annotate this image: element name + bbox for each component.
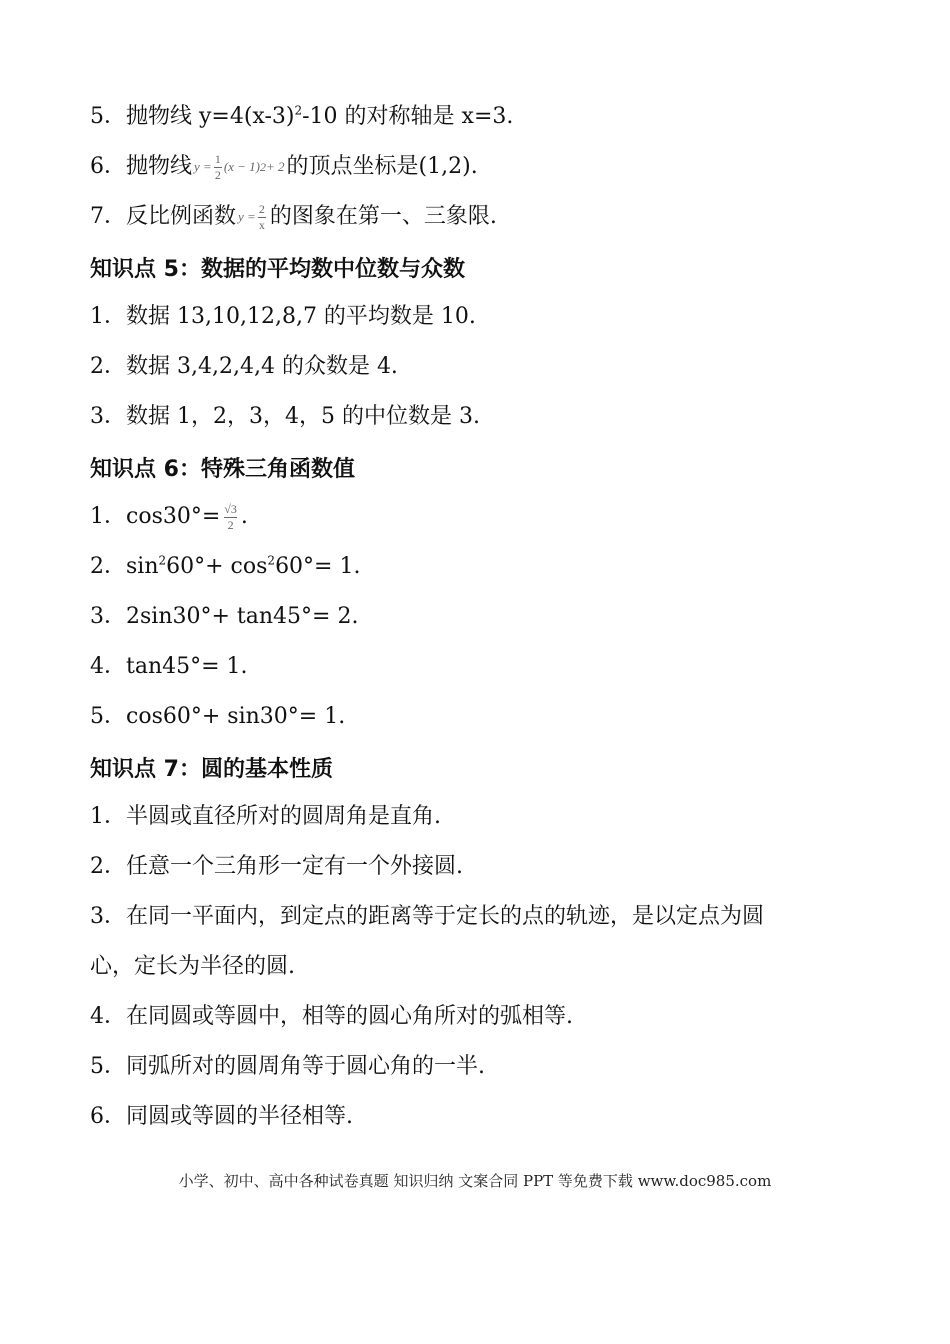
item-number: 1．: [90, 304, 126, 329]
item-number: 1．: [90, 504, 126, 529]
list-item: [90, 792, 870, 842]
section-heading-trig: 知识点 6：特殊三角函数值: [90, 456, 355, 482]
list-item: [90, 492, 870, 542]
item-text: cos60°+ sin30°= 1.: [126, 704, 346, 729]
list-item: [90, 992, 870, 1042]
list-item-continuation: [90, 942, 870, 992]
list-item: [90, 1042, 870, 1092]
item-number: 5．: [90, 704, 126, 729]
item-text: 数据 13,10,12,8,7 的平均数是 10.: [126, 304, 476, 329]
list-item: [90, 592, 870, 642]
item-number: 6．: [90, 154, 126, 179]
item-text: 2sin30°+ tan45°= 2.: [126, 604, 359, 629]
list-item: [90, 142, 870, 192]
parabola-formula: y = $\frac{1}{2}$ (x − 1) 2 + 2: [194, 151, 285, 182]
item-number: 3．: [90, 904, 126, 929]
list-item: [90, 342, 870, 392]
item-text: 抛物线 $y=4(x-3)^2-10$ 的对称轴是 x=3.: [126, 103, 514, 129]
page-footer: 小学、初中、高中各种试卷真题 知识归纳 文案合同 PPT 等免费下载 www.doc985.com: [178, 1172, 772, 1190]
fraction: $\frac{√3}{2}$: [224, 501, 237, 532]
item-number: 5．: [90, 1054, 126, 1079]
list-item: [90, 192, 870, 242]
section-heading-stats: 知识点 5：数据的平均数中位数与众数: [90, 256, 465, 282]
list-item: [90, 692, 870, 742]
item-text: 心，定长为半径的圆.: [90, 954, 295, 979]
section-heading-circle: 知识点 7：圆的基本性质: [90, 756, 333, 782]
item-number: 1．: [90, 804, 126, 829]
document-page: [90, 92, 870, 1142]
item-number: 3．: [90, 404, 126, 429]
item-text: 数据 1，2，3，4，5 的中位数是 3.: [126, 404, 480, 429]
list-item: [90, 542, 870, 592]
fraction: $\frac{2}{x}$: [258, 201, 265, 232]
item-text: cos30°=: [126, 504, 221, 529]
inverse-function-formula: y = $\frac{2}{x}$: [238, 201, 265, 232]
item-number: 6．: [90, 1104, 126, 1129]
item-text: 数据 3,4,2,4,4 的众数是 4.: [126, 354, 398, 379]
item-number: 3．: [90, 604, 126, 629]
list-item: [90, 392, 870, 442]
item-text: 的图象在第一、三象限.: [269, 204, 497, 229]
item-text: 在同一平面内，到定点的距离等于定长的点的轨迹，是以定点为圆: [126, 904, 765, 929]
item-number: 5．: [90, 104, 126, 129]
item-number: 4．: [90, 654, 126, 679]
item-text: 半圆或直径所对的圆周角是直角.: [126, 804, 441, 829]
item-number: 4．: [90, 1004, 126, 1029]
list-item: [90, 842, 870, 892]
sqrt3-over-2-formula: [222, 503, 239, 532]
list-item: [90, 292, 870, 342]
list-item: [90, 642, 870, 692]
item-text: $\sin^260^\circ+ \cos^260^\circ= 1$.: [126, 553, 361, 579]
list-item: [90, 1092, 870, 1142]
item-number: 2．: [90, 554, 126, 579]
item-text: 反比例函数: [126, 204, 237, 229]
fraction: $\frac{1}{2}$: [214, 151, 221, 182]
item-text: 任意一个三角形一定有一个外接圆.: [126, 854, 463, 879]
item-text: .: [240, 504, 248, 529]
item-text: 同圆或等圆的半径相等.: [126, 1104, 353, 1129]
item-number: 2．: [90, 854, 126, 879]
list-item: [90, 892, 870, 942]
item-text: 抛物线: [126, 154, 193, 179]
item-text: 同弧所对的圆周角等于圆心角的一半.: [126, 1054, 485, 1079]
item-text: 的顶点坐标是(1,2).: [286, 154, 478, 179]
item-number: 7．: [90, 204, 126, 229]
item-number: 2．: [90, 354, 126, 379]
item-text: tan45°= 1.: [126, 654, 248, 679]
list-item: [90, 92, 870, 142]
item-text: 在同圆或等圆中，相等的圆心角所对的弧相等.: [126, 1004, 573, 1029]
